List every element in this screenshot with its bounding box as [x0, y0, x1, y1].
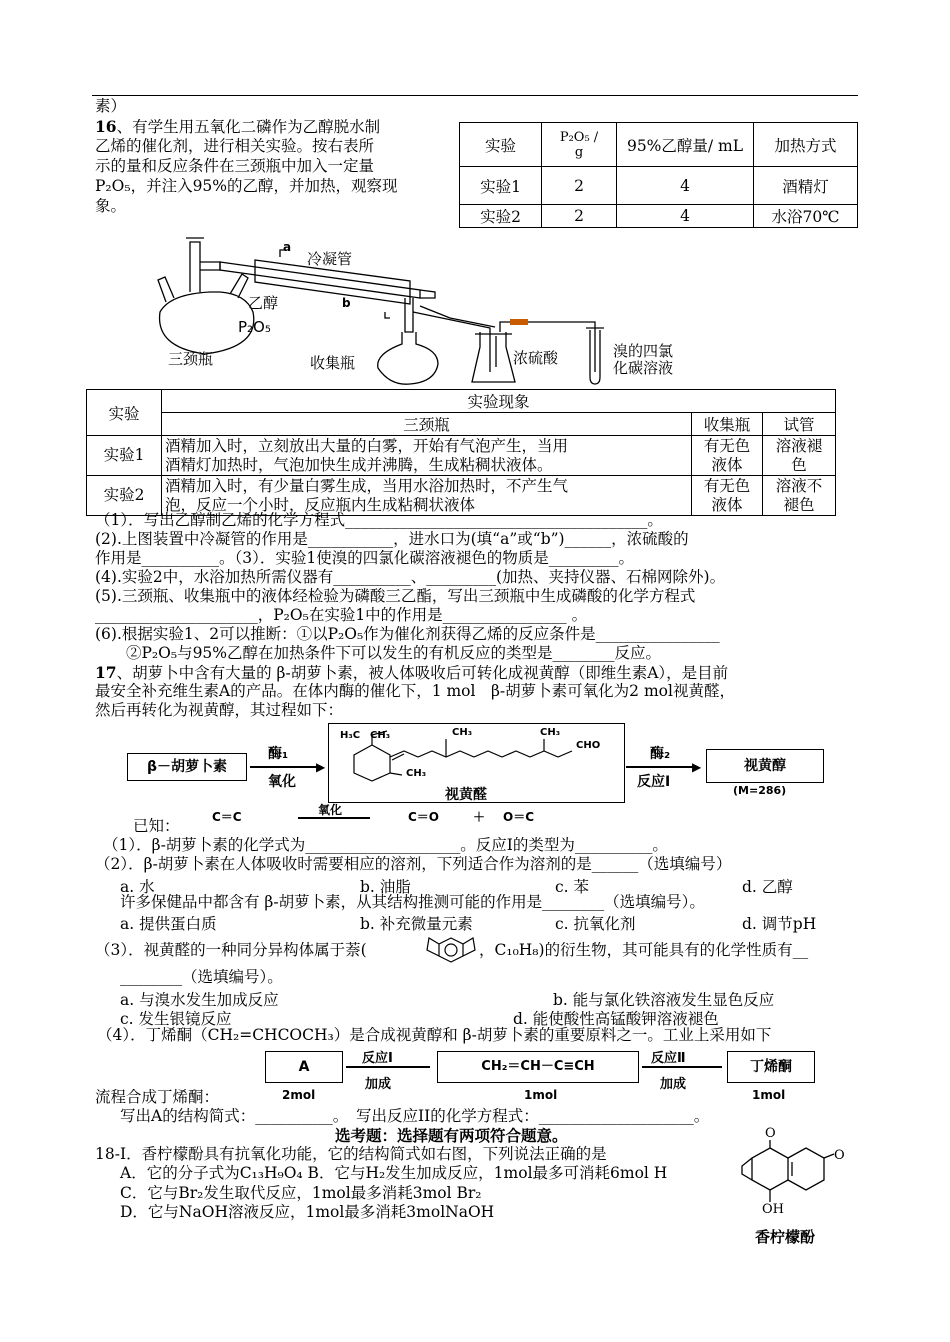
q16-line-3: 作用是__________。（3）．实验1使溴的四氯化碳溶液褪色的物质是_________。	[95, 549, 634, 567]
bergaptol-o-top: O	[765, 1126, 776, 1141]
ch3-label-1: CH₃	[370, 730, 391, 741]
cell: 有无色 液体	[692, 436, 763, 476]
opt3-c: c. 发生银镜反应	[120, 1010, 232, 1028]
q16-intro-4: P₂O₅，并注入95%的乙醇，并加热，观察现	[95, 177, 398, 195]
opt3-d: d. 能使酸性高锰酸钾溶液褪色	[513, 1010, 719, 1028]
label-ethanol: 乙醇	[248, 294, 279, 312]
cell: 实验2	[460, 205, 542, 228]
q16-line-7: (6).根据实验1、2可以推断：①以P₂O₅作为催化剂获得乙烯的反应条件是________________	[95, 625, 720, 643]
opt1-c: c. 苯	[555, 878, 590, 896]
label-bromine-2: 化碳溶液	[613, 359, 674, 377]
cell: 实验2	[87, 476, 162, 516]
arrow-2	[626, 766, 698, 768]
q17-line-6: （4）．丁烯酮（CH₂=CHCOCH₃）是合成视黄醇和 β-胡萝卜素的重要原料之一。工业上采用如下	[97, 1026, 772, 1044]
q17-line-5: ________（选填编号）。	[120, 968, 283, 986]
oxidation-label: 氧化	[268, 774, 296, 790]
flow-box-product: 丁烯酮	[727, 1051, 815, 1083]
retinol-mw: (M=286)	[733, 784, 787, 797]
q18-line-2: A．它的分子式为C₁₃H₉O₄ B．它与H₂发生加成反应，1mol最多可消耗6mol H	[120, 1164, 668, 1182]
flow-r1: 反应Ⅰ	[362, 1051, 393, 1066]
q16-line-5: (5).三颈瓶、收集瓶中的液体经检验为磷酸三乙酯，写出三颈瓶中生成磷酸的化学方程式	[95, 587, 696, 605]
opt2-a: a. 提供蛋白质	[120, 915, 217, 933]
th-phenomenon: 实验现象	[162, 390, 836, 413]
opt3-b: b. 能与氯化铁溶液发生显色反应	[553, 991, 775, 1009]
q16-intro-2: 乙烯的催化剂，进行相关实验。按右表所	[95, 137, 375, 155]
observation-table	[86, 389, 836, 516]
q17-line-4a: （3）．视黄醛的一种同分异构体属于萘(	[95, 941, 367, 959]
known-cc: C＝C	[212, 810, 242, 824]
q17-line-1: （1）．β-胡萝卜素的化学式为____________________。反应Ⅰ的类型为__________。	[103, 836, 668, 854]
reagent-table	[459, 122, 858, 228]
th-heating: 加热方式	[754, 123, 858, 167]
q16-number: 16	[95, 117, 117, 136]
enzyme1-label: 酶₁	[268, 746, 289, 762]
flow-add1: 加成	[365, 1077, 392, 1092]
th-tube: 试管	[763, 413, 836, 436]
enzyme2-label: 酶₂	[650, 746, 671, 762]
th-experiment: 实验	[460, 123, 542, 167]
q17-line-8: 写出A的结构简式：__________。 写出反应II的化学方程式：____________________。	[120, 1107, 710, 1125]
q16-line-4: (4).实验2中，水浴加热所需仪器有__________、_________(加热、夹持仪器、石棉网除外)。	[95, 568, 726, 586]
flow-arrow-2	[642, 1066, 722, 1068]
top-rule	[92, 95, 858, 96]
th-exp: 实验	[87, 390, 162, 436]
cell: 酒精灯	[754, 167, 858, 205]
flow-add2: 加成	[660, 1077, 687, 1092]
known-ox: 氧化	[318, 803, 343, 817]
bergaptol-label: 香柠檬酚	[755, 1228, 816, 1246]
known-arrow	[298, 817, 370, 819]
q16-line-1: （1）．写出乙醇制乙烯的化学方程式_______________________________________。	[95, 511, 663, 529]
label-p2o5: P₂O₅	[238, 318, 271, 336]
reaction1-label: 反应Ⅰ	[637, 774, 671, 790]
q16-line-6: _____________________，P₂O₅在实验1中的作用是________________ 。	[95, 606, 588, 624]
top-fragment: 素）	[95, 97, 127, 115]
th-p2o5: P₂O₅ / g	[542, 123, 617, 167]
known-label: 已知：	[133, 817, 180, 835]
cell: 溶液不 褪色	[763, 476, 836, 516]
bergaptol-oh: OH	[762, 1202, 784, 1217]
label-a: a	[283, 240, 292, 254]
q16-line-8: ②P₂O₅与95%乙醇在加热条件下可以发生的有机反应的类型是________反应。	[95, 644, 662, 662]
opt3-a: a. 与溴水发生加成反应	[120, 991, 279, 1009]
q16-intro-3: 示的量和反应条件在三颈瓶中加入一定量	[95, 157, 375, 175]
q16-intro-5: 象。	[95, 197, 127, 215]
known-plus: ＋	[473, 810, 486, 824]
label-bromine-1: 溴的四氯	[613, 342, 674, 360]
cell: 实验1	[460, 167, 542, 205]
arrow-1-head: ▶	[316, 760, 326, 774]
bergaptol-o-right: O	[834, 1148, 845, 1163]
naphthalene-icon	[425, 934, 477, 966]
bergaptol-structure	[740, 1128, 840, 1223]
opt1-d: d. 乙醇	[742, 878, 793, 896]
q17-intro-2: 最安全补充维生素A的产品。在体内酶的催化下，1 mol β-胡萝卜素可氧化为2 mol视黄醛，	[95, 682, 735, 700]
cell: 实验1	[87, 436, 162, 476]
beta-carotene-box: β－胡萝卜素	[127, 753, 247, 781]
flow-m1: 2mol	[282, 1088, 316, 1102]
q18-line-4: D．它与NaOH溶液反应，1mol最多消耗3molNaOH	[120, 1203, 495, 1221]
q17-intro-3: 然后再转化为视黄醇，其过程如下：	[95, 701, 344, 719]
q18-line-3: C．它与Br₂发生取代反应，1mol最多消耗3mol Br₂	[120, 1184, 482, 1202]
q18-line-1: 18-Ⅰ．香柠檬酚具有抗氧化功能，它的结构简式如右图，下列说法正确的是	[95, 1145, 607, 1163]
label-three-neck-flask: 三颈瓶	[168, 350, 214, 368]
cell: 水浴70℃	[754, 205, 858, 228]
flow-r2: 反应Ⅱ	[651, 1051, 686, 1066]
retinol-box: 视黄醇	[706, 749, 824, 783]
th-collector: 收集瓶	[692, 413, 763, 436]
q17-line-7: 流程合成丁烯酮：	[95, 1088, 220, 1106]
label-conc-acid: 浓硫酸	[513, 349, 559, 367]
cell: 酒精加入时，立刻放出大量的白雾，开始有气泡产生，当用 酒精灯加热时，气泡加快生成并沸腾，生成粘稠状液体。	[162, 436, 692, 476]
q17-number: 17	[95, 663, 117, 682]
h3c-label: H₃C	[340, 730, 361, 741]
q17-intro-1: 17、胡萝卜中含有大量的 β-胡萝卜素，被人体吸收后可转化成视黄醇（即维生素A），是目前	[95, 663, 729, 682]
opt1-b: b. 油脂	[360, 878, 411, 896]
q16-intro-1: 16、有学生用五氧化二磷作为乙醇脱水制	[95, 117, 381, 136]
cell: 溶液褪 色	[763, 436, 836, 476]
label-collector: 收集瓶	[310, 354, 356, 372]
label-condenser: 冷凝管	[307, 250, 353, 268]
elective-heading: 选考题：选择题有两项符合题意。	[335, 1126, 568, 1145]
ch3-label-3: CH₃	[540, 727, 561, 738]
opt2-c: c. 抗氧化剂	[555, 915, 636, 933]
th-flask: 三颈瓶	[162, 413, 692, 436]
known-oc: O＝C	[503, 810, 535, 824]
cell: 酒精加入时，有少量白雾生成，当用水浴加热时，不产生气 泡，反应一个小时，反应瓶内生成粘稠状液体	[162, 476, 692, 516]
q17-line-2: （2）．β-胡萝卜素在人体吸收时需要相应的溶剂，下列适合作为溶剂的是______（选填编号）	[95, 855, 732, 873]
flow-box-a: A	[265, 1051, 343, 1083]
ch3-label-2: CH₃	[452, 727, 473, 738]
cell: 2	[542, 205, 617, 228]
opt1-a: a. 水	[120, 878, 155, 896]
q17-line-3: 许多保健品中都含有 β-胡萝卜素，从其结构推测可能的作用是________（选填编号）。	[120, 893, 705, 911]
cho-label: CHO	[576, 740, 601, 751]
arrow-1	[250, 766, 322, 768]
opt2-b: b. 补充微量元素	[360, 915, 473, 933]
flow-m3: 1mol	[752, 1088, 786, 1102]
flow-box-mid: CH₂＝CH－C≡CH	[437, 1051, 639, 1083]
cell: 有无色 液体	[692, 476, 763, 516]
arrow-2-head: ▶	[692, 760, 702, 774]
cell: 4	[617, 167, 754, 205]
q17-line-4b: ，C₁₀H₈)的衍生物，其可能具有的化学性质有__	[479, 941, 809, 959]
ch3-label-4: CH₃	[406, 768, 427, 779]
flow-m2: 1mol	[524, 1088, 558, 1102]
retinal-label: 视黄醛	[445, 787, 487, 803]
cell: 4	[617, 205, 754, 228]
q16-line-2: (2).上图装置中冷凝管的作用是___________，进水口为(填“a”或“b”)______，浓硫酸的	[95, 530, 689, 548]
label-b: b	[342, 296, 351, 310]
flow-arrow-1	[346, 1066, 430, 1068]
known-co: C＝O	[408, 810, 440, 824]
opt2-d: d. 调节pH	[742, 915, 817, 933]
th-ethanol: 95%乙醇量/ mL	[617, 123, 754, 167]
cell: 2	[542, 167, 617, 205]
